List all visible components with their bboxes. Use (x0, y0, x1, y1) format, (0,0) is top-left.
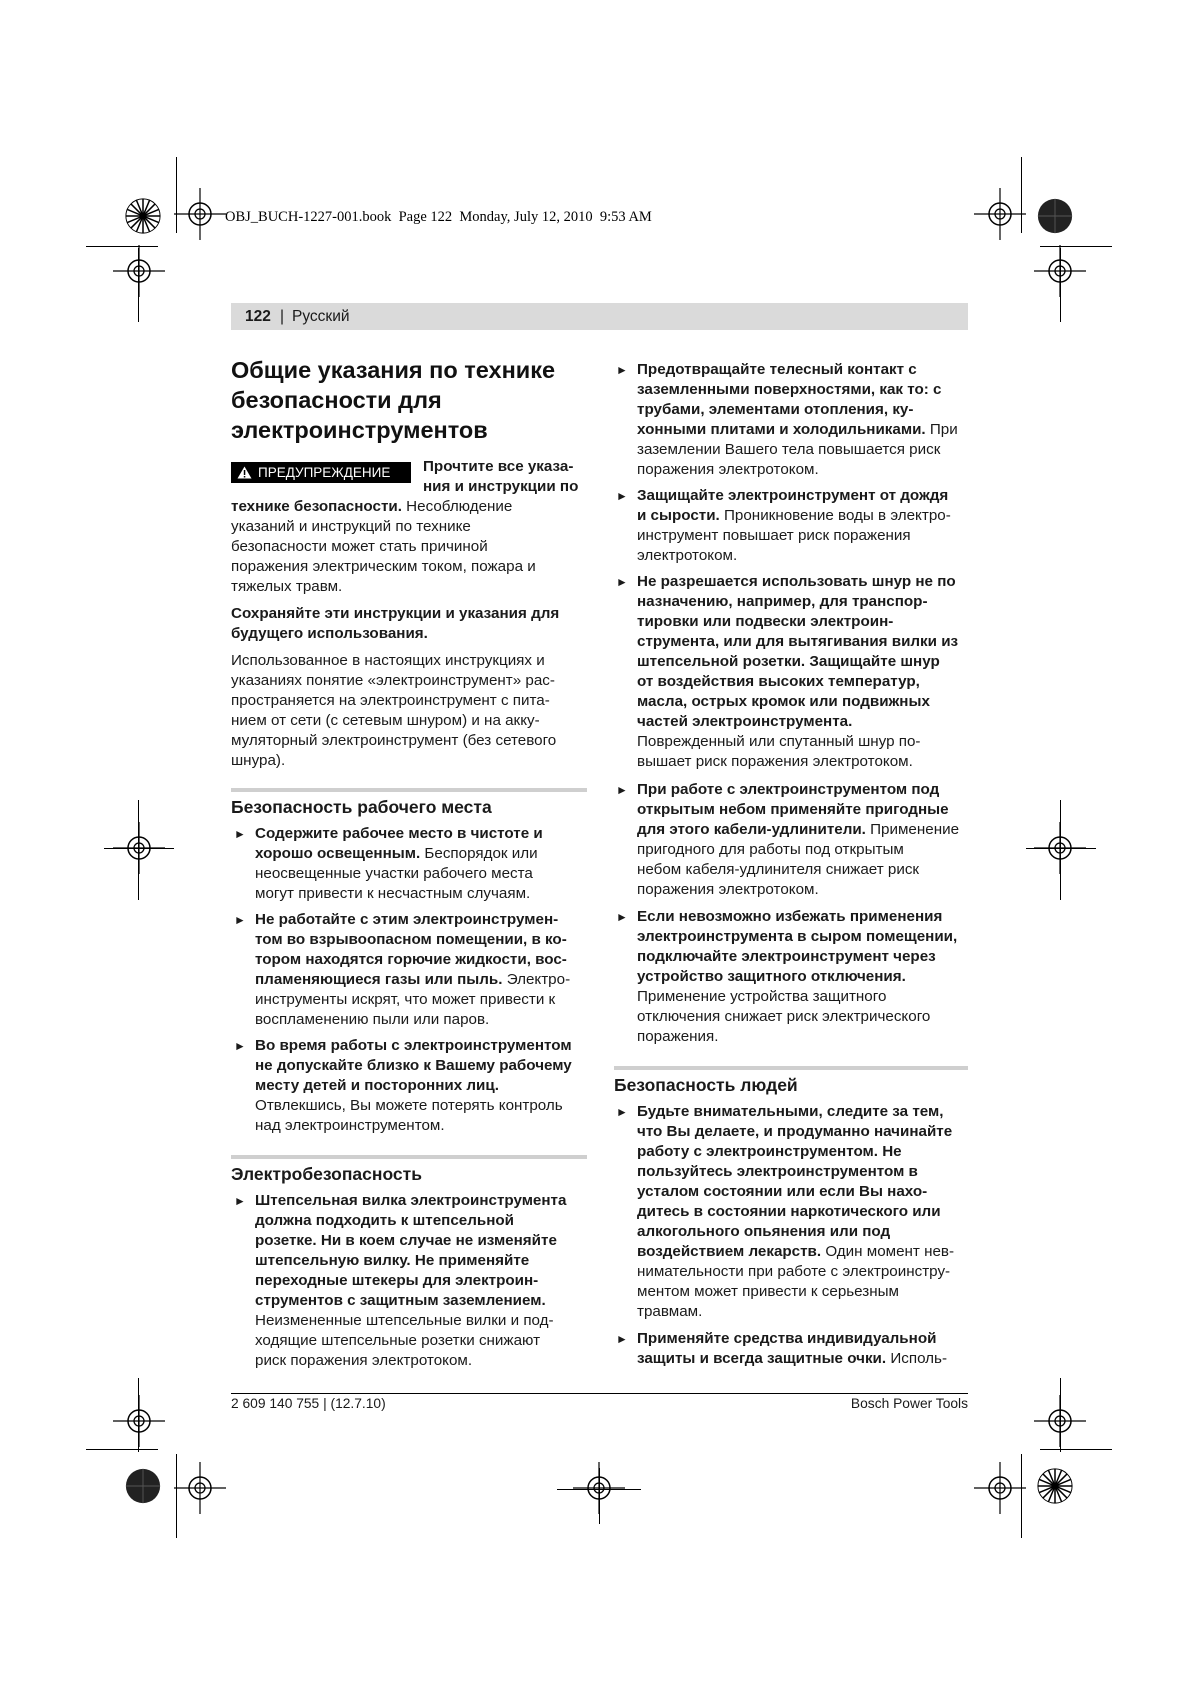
registration-mark-icon (172, 186, 228, 242)
warning-label: ПРЕДУПРЕЖДЕНИЕ (258, 465, 391, 480)
section-rule (614, 1066, 968, 1070)
warning-triangle-icon (237, 466, 252, 479)
registration-mark-icon (172, 1460, 228, 1516)
registration-mark-icon (111, 820, 167, 876)
bullet-arrow-icon: ► (616, 1332, 628, 1346)
bullet-arrow-icon: ► (234, 827, 246, 841)
section-rule (231, 1155, 587, 1159)
bullet-arrow-icon: ► (616, 575, 628, 589)
page-header (231, 303, 968, 330)
registration-mark-icon (1032, 1393, 1088, 1449)
registration-mark-icon (972, 186, 1028, 242)
section-heading-workplace: Безопасность рабочего места (231, 797, 492, 817)
bullet-arrow-icon: ► (616, 489, 628, 503)
footer-doc-number: 2 609 140 755 | (12.7.10) (231, 1396, 386, 1411)
footer-rule (231, 1393, 968, 1394)
footer-brand: Bosch Power Tools (850, 1396, 968, 1411)
registration-mark-icon (1032, 820, 1088, 876)
registration-mark-icon (111, 1393, 167, 1449)
registration-mark-icon (972, 1460, 1028, 1516)
header-separator: | (280, 308, 285, 325)
header-language: Русский (292, 308, 350, 325)
section-heading-personal: Безопасность людей (614, 1075, 798, 1095)
warning-badge (231, 462, 411, 483)
registration-mark-icon (571, 1460, 627, 1516)
sunburst-mark-icon (1036, 197, 1074, 235)
sunburst-mark-icon (124, 197, 162, 235)
section-rule (231, 788, 587, 792)
bullet-arrow-icon: ► (234, 1039, 246, 1053)
registration-mark-icon (1032, 243, 1088, 299)
bullet-arrow-icon: ► (616, 910, 628, 924)
bullet-arrow-icon: ► (616, 1105, 628, 1119)
bullet-arrow-icon: ► (616, 783, 628, 797)
bullet-arrow-icon: ► (234, 1194, 246, 1208)
registration-mark-icon (111, 243, 167, 299)
sunburst-mark-icon (1036, 1467, 1074, 1505)
bullet-arrow-icon: ► (234, 913, 246, 927)
section-heading-electrical: Электробезопасность (231, 1164, 422, 1184)
bullet-arrow-icon: ► (616, 363, 628, 377)
page-number: 122 (245, 308, 271, 325)
sunburst-mark-icon (124, 1467, 162, 1505)
page-title: Общие указания по технике безопасности для электроинструментов (231, 357, 556, 443)
print-meta-line: OBJ_BUCH-1227-001.book Page 122 Monday, July 12, 2010 9:53 AM (225, 209, 652, 225)
